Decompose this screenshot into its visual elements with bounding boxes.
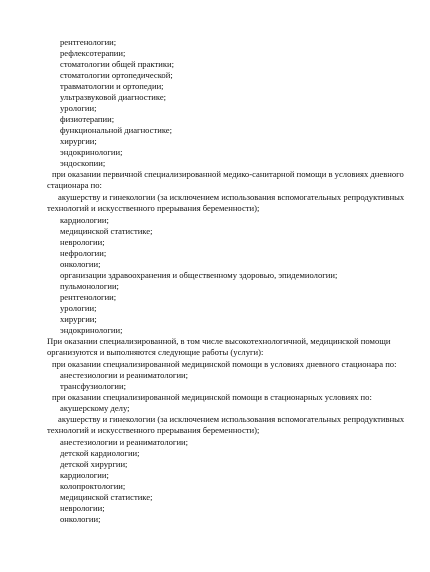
- line-41: колопроктологии;: [60, 481, 126, 491]
- line-32: трансфузиологии;: [60, 381, 127, 391]
- line-13: при оказании первичной специализированной медико-санитарной помощи в условиях дневного: [52, 169, 404, 179]
- line-44: онкологии;: [60, 514, 101, 524]
- line-3: стоматологии общей практики;: [60, 59, 174, 69]
- line-5: травматологии и ортопедии;: [60, 81, 164, 91]
- line-1: рентгенологии;: [60, 37, 117, 47]
- line-14: стационара по:: [47, 180, 102, 190]
- line-35: акушерству и гинекологии (за исключением использования вспомогательных репродуктивных: [58, 414, 405, 424]
- line-4: стоматологии ортопедической;: [60, 70, 173, 80]
- line-26: хирургии;: [60, 314, 97, 324]
- line-42: медицинской статистике;: [60, 492, 153, 502]
- line-18: медицинской статистике;: [60, 226, 153, 236]
- line-43: неврологии;: [60, 503, 105, 513]
- line-9: функциональной диагностике;: [60, 125, 173, 135]
- line-10: хирургии;: [60, 136, 97, 146]
- line-30: при оказании специализированной медицинской помощи в условиях дневного стационара по:: [52, 359, 397, 369]
- line-11: эндокринологии;: [60, 147, 123, 157]
- line-37: анестезиологии и реаниматологии;: [60, 437, 189, 447]
- line-25: урологии;: [60, 303, 97, 313]
- line-40: кардиологии;: [60, 470, 109, 480]
- line-7: урологии;: [60, 103, 97, 113]
- line-28: При оказании специализированной, в том числе высокотехнологичной, медицинской помощи: [47, 336, 391, 346]
- line-36: технологий и искусственного прерывания беременности);: [47, 425, 260, 435]
- line-27: эндокринологии;: [60, 325, 123, 335]
- line-12: эндоскопии;: [60, 158, 106, 168]
- line-6: ультразвуковой диагностике;: [60, 92, 167, 102]
- line-19: неврологии;: [60, 237, 105, 247]
- line-2: рефлексотерапии;: [60, 48, 126, 58]
- line-15: акушерству и гинекологии (за исключением использования вспомогательных репродуктивных: [58, 192, 405, 202]
- line-24: рентгенологии;: [60, 292, 117, 302]
- line-21: онкологии;: [60, 259, 101, 269]
- line-33: при оказании специализированной медицинской помощи в стационарных условиях по:: [52, 392, 372, 402]
- line-29: организуются и выполняются следующие работы (услуги):: [47, 347, 264, 357]
- line-38: детской кардиологии;: [60, 448, 140, 458]
- line-20: нефрологии;: [60, 248, 107, 258]
- line-22: организации здравоохранения и общественному здоровью, эпидемиологии;: [60, 270, 338, 280]
- line-34: акушерскому делу;: [60, 403, 130, 413]
- line-31: анестезиологии и реаниматологии;: [60, 370, 189, 380]
- line-39: детской хирургии;: [60, 459, 128, 469]
- line-17: кардиологии;: [60, 215, 109, 225]
- line-23: пульмонологии;: [60, 281, 119, 291]
- line-16: технологий и искусственного прерывания беременности);: [47, 203, 260, 213]
- line-8: физиотерапии;: [60, 114, 115, 124]
